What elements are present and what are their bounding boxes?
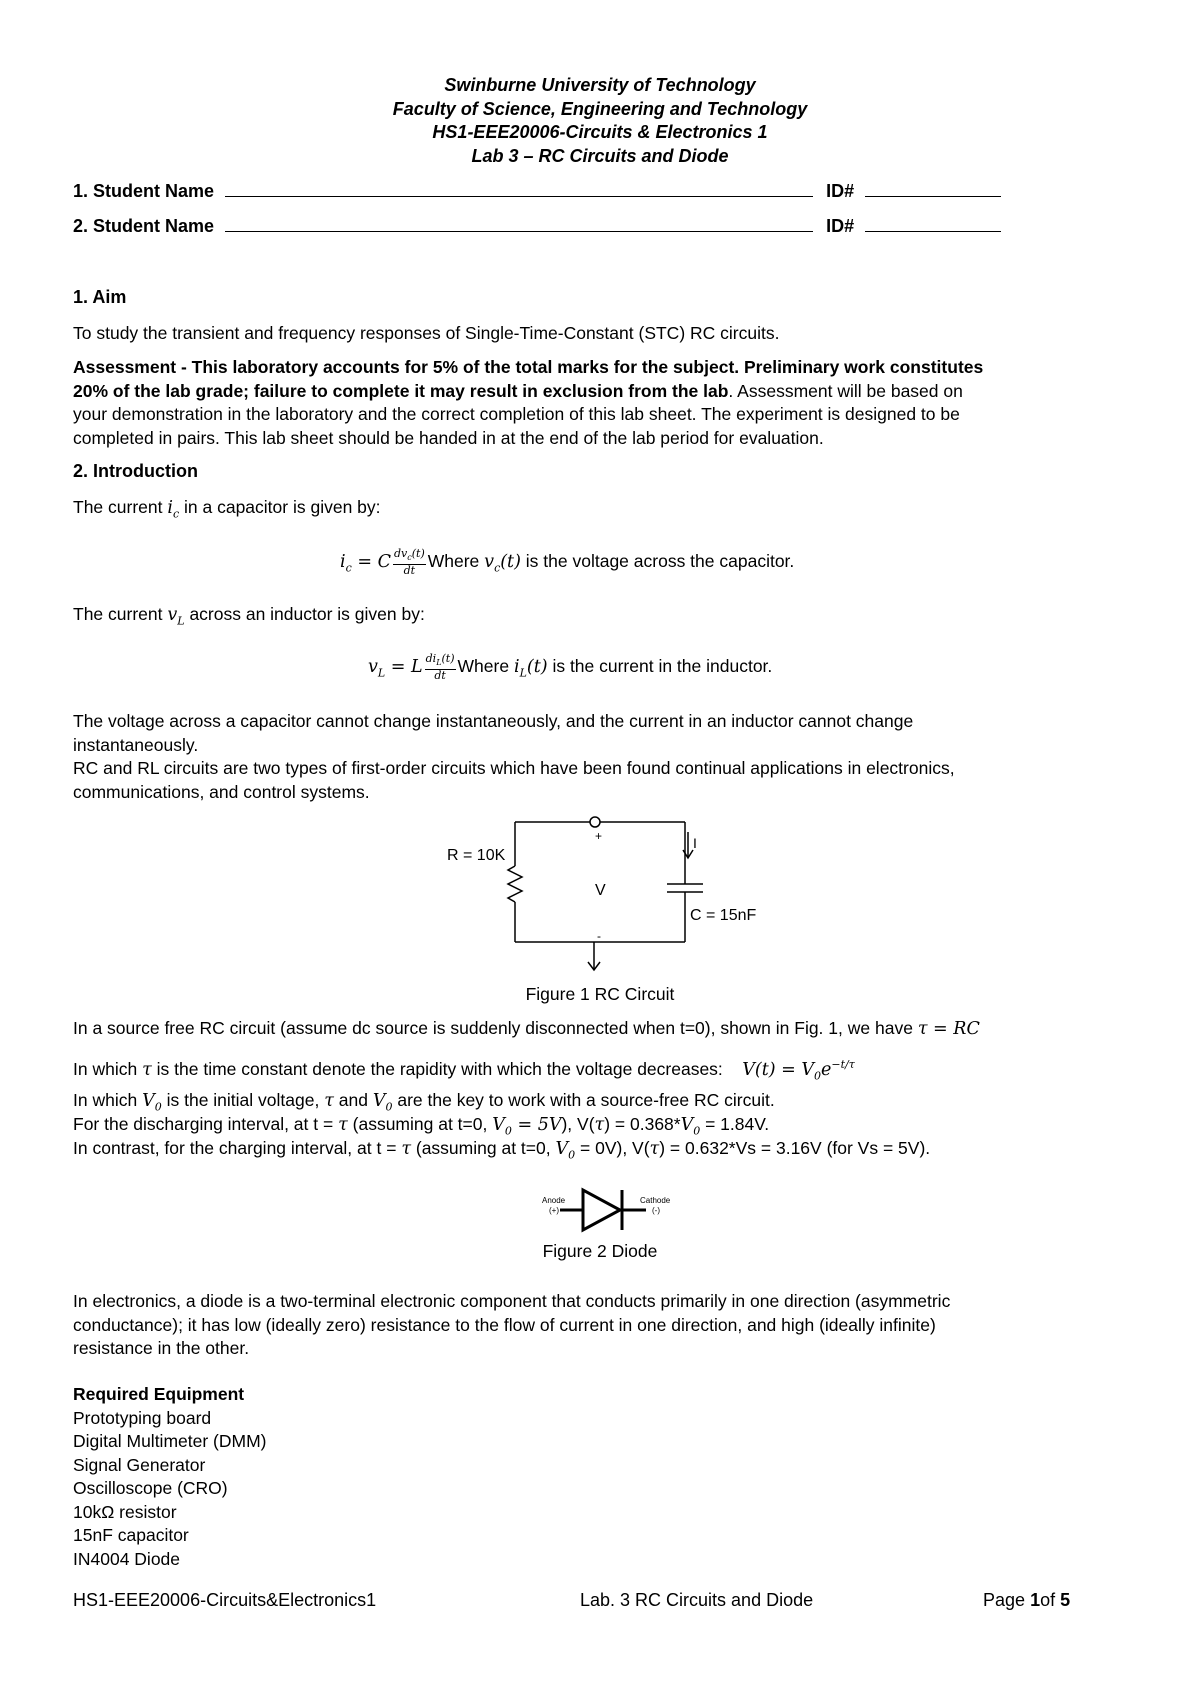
assessment-line-1: Assessment - This laboratory accounts for 5% of the total marks for the subject. Preliminary work constitutes — [73, 357, 984, 377]
figure-2-caption: Figure 2 Diode — [542, 1241, 658, 1261]
student-id-label: ID# — [826, 181, 855, 201]
university-name: Swinburne University of Technology — [444, 75, 756, 95]
assessment-rest-text: . Assessment will be based on — [728, 380, 963, 401]
inductor-equation: $v_L = L$ $\frac{di_L(t)}{dt}$ Where $i_L(t)$ is the current in the inductor. — [368, 652, 773, 683]
anode-sign: (+) — [549, 1206, 559, 1215]
student-id-label: ID# — [826, 216, 855, 236]
rc-line-5: In contrast, for the charging interval, at t = τ (assuming at t=0, $V_0 = 0V$), V(τ) = 0.632*Vs = 3.16V (for Vs = 5V). — [73, 1138, 931, 1162]
text-span: in a capacitor is given by: — [184, 497, 381, 517]
faculty-name: Faculty of Science, Engineering and Technology — [392, 98, 808, 119]
resistor-label: R = 10K — [447, 847, 506, 864]
capacitor-label: C = 15nF — [690, 907, 757, 924]
rc-line-4: For the discharging interval, at t = τ (assuming at t=0, $V_0 = 5V$), $V(\tau) = 0.368*V_0 = 1.84V$. — [73, 1114, 770, 1138]
assessment-line-4: completed in pairs. This lab sheet should be handed in at the end of the lab period for evaluation. — [73, 427, 824, 448]
aim-heading: 1. Aim — [73, 287, 127, 307]
equipment-section — [73, 1383, 1133, 1571]
assessment-bold-text: 20% of the lab grade; failure to complete it may result in exclusion from the lab — [73, 380, 729, 401]
text-line: conductance); it has low (ideally zero) resistance to the flow of current in one direction, and high (ideally infinite) — [73, 1314, 936, 1335]
rc-line-2: In which τ is the time constant denote the rapidity with which the voltage decreases: $V(t) = V_0e^{-t/\tau}$ — [73, 1058, 855, 1083]
equipment-heading: Required Equipment — [73, 1384, 245, 1404]
intro-heading: 2. Introduction — [73, 461, 198, 481]
equipment-item: Digital Multimeter (DMM) — [73, 1431, 267, 1451]
text-span: across an inductor is given by: — [189, 604, 425, 624]
current-label: I — [693, 835, 697, 851]
footer-left: HS1-EEE20006-Circuits&Electronics1 — [73, 1590, 377, 1610]
math-symbol: $v_L$ — [167, 605, 185, 628]
equipment-item: 10kΩ resistor — [73, 1501, 177, 1522]
plus-label: + — [595, 829, 603, 843]
text-span: The current — [73, 604, 163, 624]
text-line: resistance in the other. — [73, 1338, 250, 1358]
equipment-item: IN4004 Diode — [73, 1548, 181, 1569]
aim-text: To study the transient and frequency responses of Single-Time-Constant (STC) RC circuits. — [73, 323, 780, 343]
equipment-item: Oscilloscope (CRO) — [73, 1478, 228, 1498]
math-symbol: $i_c$ — [167, 498, 180, 521]
equipment-item: 15nF capacitor — [73, 1525, 189, 1545]
fraction: $\frac{dv_c(t)}{dt}$ — [393, 547, 425, 578]
student-name-label: 1. Student Name — [73, 181, 215, 201]
rc-line-1: In a source free RC circuit (assume dc source is suddenly disconnected when t=0), shown in Fig. 1, we have τ = RC — [73, 1018, 980, 1039]
lab-title: Lab 3 – RC Circuits and Diode — [471, 145, 729, 166]
voltage-label: V — [595, 882, 606, 899]
fraction: $\frac{di_L(t)}{dt}$ — [425, 652, 455, 683]
equipment-item: Signal Generator — [73, 1454, 206, 1475]
capacitor-equation: $i_c = C$ $\frac{dv_c(t)}{dt}$ Where $v_c(t)$ is the voltage across the capacitor. — [340, 547, 795, 578]
assessment-line-3: your demonstration in the laboratory and the correct completion of this lab sheet. The experiment is designed to be — [73, 404, 960, 424]
figure-1-caption: Figure 1 RC Circuit — [525, 984, 675, 1004]
text-line: RC and RL circuits are two types of first-order circuits which have been found continual applications in electronics, — [73, 758, 955, 778]
student-name-label: 2. Student Name — [73, 216, 215, 236]
rc-line-3: In which $V_0$ is the initial voltage, τ and $V_0$ are the key to work with a source-free RC circuit. — [73, 1090, 775, 1114]
text-line: communications, and control systems. — [73, 781, 370, 802]
cathode-label: Cathode — [640, 1196, 671, 1205]
course-code: HS1-EEE20006-Circuits & Electronics 1 — [432, 122, 768, 142]
diode-paragraph — [73, 1290, 1188, 1361]
text-span: The current — [73, 497, 163, 517]
minus-label: - — [597, 929, 601, 943]
text-line: The voltage across a capacitor cannot change instantaneously, and the current in an inductor cannot change — [73, 711, 914, 731]
text-line: instantaneously. — [73, 734, 199, 755]
text-line: In electronics, a diode is a two-terminal electronic component that conducts primarily in one direction (asymmetric — [73, 1291, 951, 1311]
footer-center: Lab. 3 RC Circuits and Diode — [580, 1590, 814, 1610]
anode-label: Anode — [542, 1196, 566, 1205]
equipment-item: Prototyping board — [73, 1407, 212, 1428]
footer-page-number: Page 1of 5 — [983, 1590, 1071, 1610]
cathode-sign: (-) — [652, 1206, 660, 1215]
